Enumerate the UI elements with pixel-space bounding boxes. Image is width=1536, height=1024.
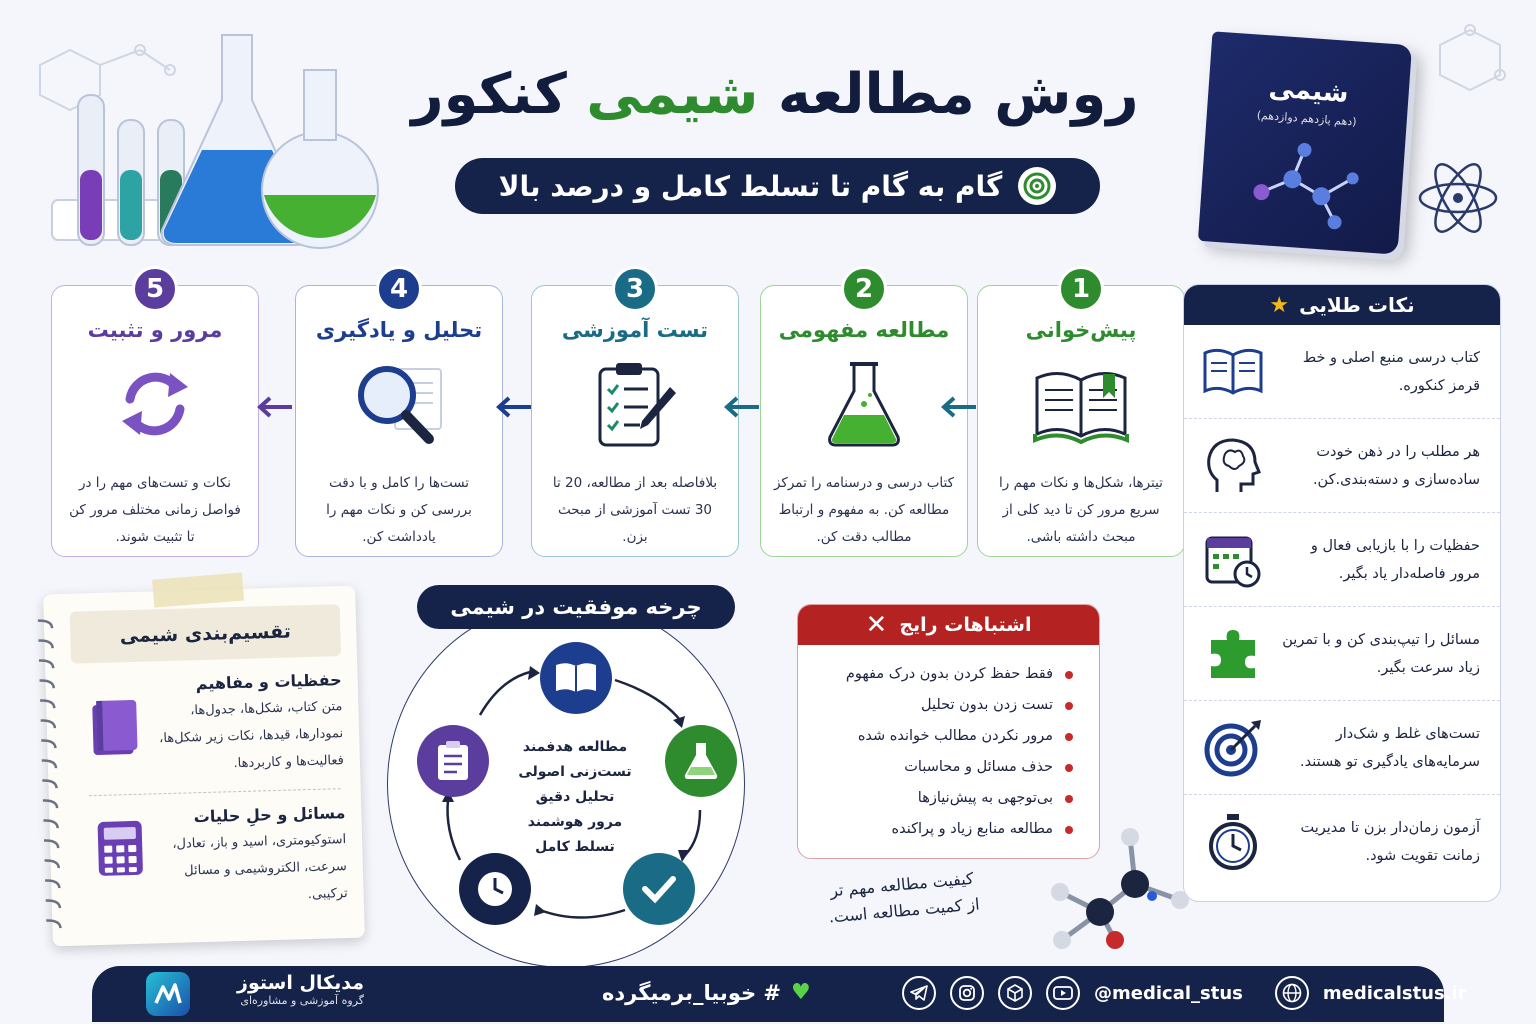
step-title: تست آموزشی: [561, 318, 709, 342]
hashtag-block: [602, 980, 811, 1005]
step-title: تحلیل و یادگیری: [315, 318, 483, 342]
brand-subtitle: گروه آموزشی و مشاوره‌ای: [240, 994, 364, 1007]
refresh-icon: [107, 356, 203, 452]
step-card-4: [295, 274, 503, 557]
telegram-icon[interactable]: [902, 976, 936, 1010]
puzzle-icon: [1202, 623, 1264, 685]
spiral-binding-icon: [34, 614, 65, 934]
step-number: 4: [376, 266, 422, 312]
social-handle[interactable]: @medical_stus: [1094, 982, 1243, 1004]
quality-note: [806, 864, 1000, 932]
step-number: 1: [1058, 266, 1104, 312]
social-links: [902, 976, 1467, 1010]
hashtag-text: # خوبیا_برمیگرده: [602, 980, 782, 1005]
step-number: 5: [132, 266, 178, 312]
brand-logo-icon: [146, 972, 190, 1016]
step-title: پیش‌خوانی: [1025, 318, 1137, 342]
tip-text: آزمون زمان‌دار بزن تا مدیریت زمانت تقویت شود.: [1300, 820, 1480, 864]
molecule-icon: [1229, 130, 1376, 240]
star-icon: ★: [1269, 292, 1290, 318]
instagram-icon[interactable]: [950, 976, 984, 1010]
category-description: متن کتاب، شکل‌ها، جدول‌ها، نمودارها، قیدها، نکات زیر شکل‌ها، فعالیت‌ها و کاربردها.: [158, 699, 345, 772]
cycle-check-icon: [623, 853, 695, 925]
tip-text: تست‌های غلط و شک‌دار سرمایه‌های یادگیری تو هستند.: [1299, 725, 1480, 770]
page-title: روش مطالعه شیمی کنکور: [411, 62, 1139, 127]
step-number: 2: [841, 266, 887, 312]
step-card-1: [977, 274, 1185, 557]
website-link[interactable]: medicalstus.ir: [1322, 982, 1467, 1004]
target-icon: [1018, 167, 1056, 205]
heart-icon: ♥: [791, 980, 811, 1005]
step-card-3: [531, 274, 739, 557]
categories-title: تقسیم‌بندی شیمی: [70, 604, 341, 664]
tape-decoration: [152, 573, 244, 608]
tip-item: [1184, 419, 1500, 513]
cycle-stage: مرور هوشمند: [527, 814, 623, 830]
categories-notepad: [43, 586, 365, 947]
bullet-icon: [1065, 671, 1073, 679]
cycle-title: چرخه موفقیت در شیمی: [417, 585, 735, 629]
note-line: از کمیت مطالعه است.: [827, 894, 981, 927]
cycle-center-list: [505, 735, 645, 860]
molecule-decoration-icon: [1420, 10, 1530, 120]
brand-block: [237, 972, 364, 1007]
step-description: تست‌ها را کامل و با دقت بررسی کن و نکات مهم را یادداشت کن.: [326, 475, 472, 545]
tips-header: [1184, 285, 1500, 325]
step-card-2: [760, 274, 968, 557]
tips-title: نکات طلایی: [1299, 293, 1415, 317]
lab-glassware-icon: [42, 30, 382, 260]
footer-bar: [92, 966, 1467, 1022]
close-x-icon: ✕: [865, 610, 888, 640]
step-title: مطالعه مفهومی: [778, 318, 950, 342]
cycle-stage: تسلط کامل: [535, 839, 615, 855]
cycle-clipboard-icon: [417, 725, 489, 797]
bullet-icon: [1065, 702, 1073, 710]
tip-text: حفظیات را با بازیابی فعال و مرور فاصله‌دار یاد بگیر.: [1310, 537, 1480, 582]
book-icon: [1202, 341, 1264, 403]
category-title: مسائل و حلِ حلیات: [193, 803, 346, 827]
step-description: تیترها، شکل‌ها و نکات مهم را سریع مرور کن تا دید کلی از مبحث داشته باشی.: [999, 475, 1163, 545]
arrow-left-icon: [495, 395, 533, 419]
mistake-item: مطالعه منابع زیاد و پراکنده: [812, 814, 1073, 845]
clipboard-icon: [587, 356, 683, 452]
bullet-icon: [1065, 733, 1073, 741]
bullet-icon: [1065, 795, 1073, 803]
book-stack-icon: [85, 676, 142, 781]
step-description: نکات و تست‌های مهم را در فواصل زمانی مختلف مرور کن تا تثبیت شوند.: [69, 475, 241, 545]
book-subtitle: (دهم یازدهم دوازدهم): [1256, 108, 1358, 129]
mistake-item: حذف مسائل و محاسبات: [812, 752, 1073, 783]
mistake-item: تست زدن بدون تحلیل: [812, 690, 1073, 721]
mistake-item: فقط حفظ کردن بدون درک مفهوم: [812, 659, 1073, 690]
youtube-icon[interactable]: [1046, 976, 1080, 1010]
step-card-5: [51, 274, 259, 557]
mistake-item: مرور نکردن مطالب خوانده شده: [812, 721, 1073, 752]
category-title: حفظیات و مفاهیم: [195, 670, 342, 694]
flask-icon: [816, 356, 912, 452]
golden-tips-panel: [1183, 284, 1501, 902]
atom-icon: [1415, 155, 1501, 241]
tip-item: [1184, 795, 1500, 889]
arrow-left-icon: [723, 395, 761, 419]
tip-text: مسائل را تیپ‌بندی کن و با تمرین زیاد سرعت بگیر.: [1282, 631, 1480, 676]
subtitle-text: گام به گام تا تسلط کامل و درصد بالا: [498, 169, 1003, 203]
molecule-model-icon: [1040, 822, 1190, 962]
book-title: شیمی: [1267, 73, 1350, 109]
brand-name: مدیکال استوز: [237, 972, 364, 994]
tip-item: [1184, 701, 1500, 795]
cycle-flask-icon: [665, 725, 737, 797]
cycle-stage: مطالعه هدفمند: [522, 739, 628, 755]
brain-head-icon: [1202, 435, 1264, 497]
tip-text: هر مطلب را در ذهن خودت ساده‌سازی و دسته‌بندی.کن.: [1312, 443, 1480, 488]
divider: [89, 788, 341, 796]
calculator-icon: [89, 809, 146, 914]
subtitle-banner: [455, 158, 1100, 214]
tip-item: [1184, 325, 1500, 419]
step-description: بلافاصله بعد از مطالعه، 20 تا 30 تست آموزشی از مبحث بزن.: [552, 475, 718, 545]
globe-icon[interactable]: [1275, 976, 1309, 1010]
step-number: 3: [612, 266, 658, 312]
stopwatch-icon: [1202, 811, 1264, 873]
mistakes-header: [798, 605, 1099, 645]
tip-item: [1184, 513, 1500, 607]
cycle-clock-icon: [459, 853, 531, 925]
bullet-icon: [1065, 764, 1073, 772]
step-title: مرور و تثبیت: [87, 318, 223, 342]
cycle-stage: تست‌زنی اصولی: [518, 764, 632, 780]
step-description: کتاب درسی و درسنامه را تمرکز مطالعه کن. به مفهوم و ارتباط مطالب دقت کن.: [773, 475, 955, 545]
category-memorization: [85, 670, 344, 781]
target-icon: [1202, 717, 1264, 779]
note-line: کیفیت مطالعه مهم تر: [829, 868, 975, 901]
category-description: استوکیومتری، اسید و باز، تعادل، سرعت، الکتروشیمی و مسائل ترکیبی.: [172, 832, 348, 903]
cube-icon[interactable]: [998, 976, 1032, 1010]
tip-text: کتاب درسی منبع اصلی و خط قرمز کنکوره.: [1302, 349, 1480, 394]
open-book-icon: [1033, 356, 1129, 452]
category-problems: [89, 803, 348, 914]
mistake-item: بی‌توجهی به پیش‌نیازها: [812, 783, 1073, 814]
arrow-left-icon: [256, 395, 294, 419]
cycle-stage: تحلیل دقیق: [535, 789, 615, 805]
magnifier-icon: [351, 356, 447, 452]
common-mistakes-panel: [797, 604, 1100, 859]
mistakes-title: اشتباهات رایج: [899, 614, 1032, 636]
arrow-left-icon: [940, 395, 978, 419]
chemistry-book: [1198, 31, 1412, 254]
calendar-clock-icon: [1202, 529, 1264, 591]
tip-item: [1184, 607, 1500, 701]
cycle-book-icon: [540, 642, 612, 714]
